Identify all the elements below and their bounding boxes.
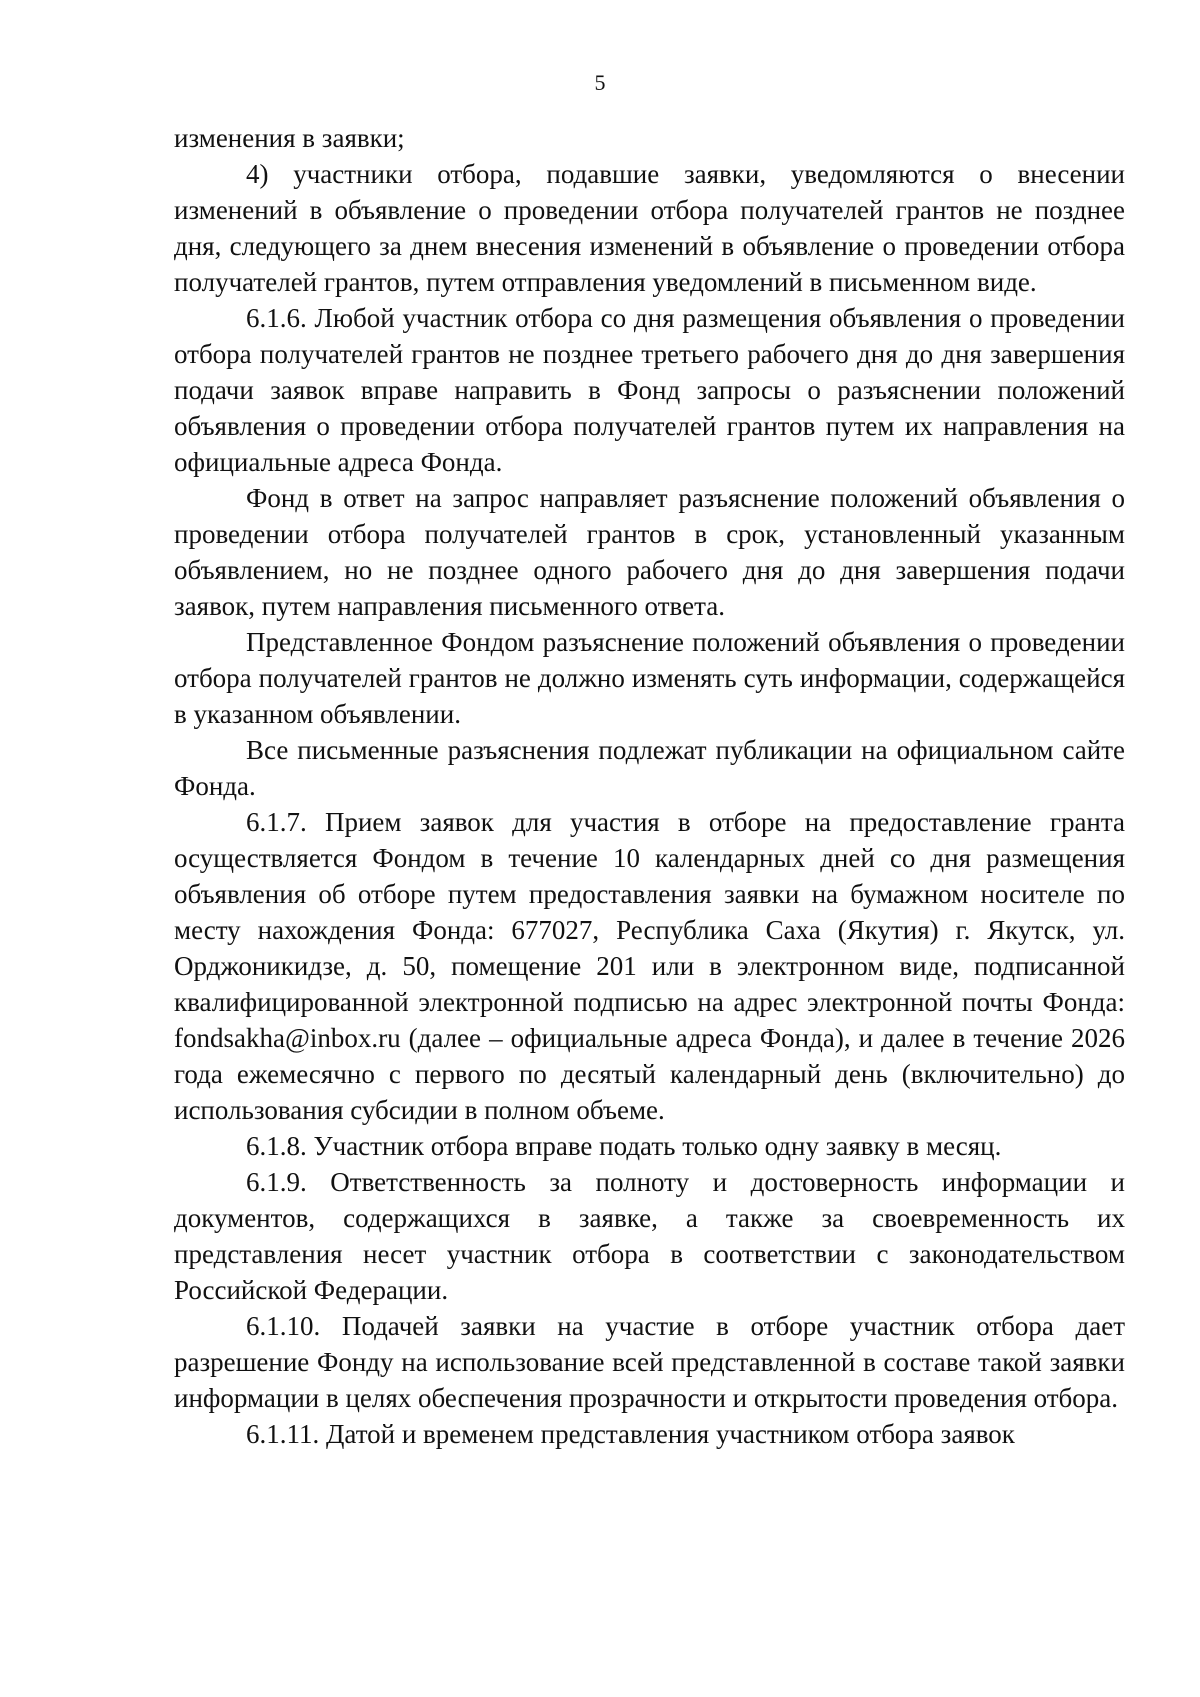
paragraph-6-1-6: 6.1.6. Любой участник отбора со дня размещения объявления о проведении отбора получателей грантов не позднее третьего рабочего дня до дня завершения подачи заявок вправе направить в Фонд запросы о разъяснении положений объявления о проведении отбора получателей грантов путем их направления на официальные адреса Фонда. (174, 303, 1125, 477)
paragraph-6-1-7: 6.1.7. Прием заявок для участия в отборе на предоставление гранта осуществляется Фондом в течение 10 календарных дней со дня размещения объявления об отборе путем предоставления заявки на бумажном носителе по месту нахождения Фонда: 677027, Республика Саха (Якутия) г. Якутск, ул. Орджоникидзе, д. 50, помещение 201 или в электронном виде, подписанной квалифицированной электронной подписью на адрес электронной почты Фонда: fondsakha@inbox.ru (далее – официальные адреса Фонда), и далее в течение 2026 года ежемесячно с первого по десятый календарный день (включительно) до использования субсидии в полном объеме. (174, 807, 1125, 1125)
document-body (174, 120, 1125, 1452)
paragraph-6-1-8: 6.1.8. Участник отбора вправе подать только одну заявку в месяц. (246, 1131, 1002, 1161)
paragraph-item-4: 4) участники отбора, подавшие заявки, уведомляются о внесении изменений в объявление о проведении отбора получателей грантов не позднее дня, следующего за днем внесения изменений в объявление о проведении отбора получателей грантов, путем отправления уведомлений в письменном виде. (174, 159, 1125, 297)
paragraph-6-1-9: 6.1.9. Ответственность за полноту и достоверность информации и документов, содержащихся в заявке, а также за своевременность их представления несет участник отбора в соответствии с законодательством Российской Федерации. (174, 1167, 1125, 1305)
paragraph-continuation: изменения в заявки; (174, 123, 405, 153)
paragraph-publication: Все письменные разъяснения подлежат публикации на официальном сайте Фонда. (174, 735, 1125, 801)
paragraph-clarification-scope: Представленное Фондом разъяснение положений объявления о проведении отбора получателей грантов не должно изменять суть информации, содержащейся в указанном объявлении. (174, 627, 1125, 729)
page-number: 5 (594, 70, 606, 95)
paragraph-6-1-10: 6.1.10. Подачей заявки на участие в отборе участник отбора дает разрешение Фонду на использование всей представленной в составе такой заявки информации в целях обеспечения прозрачности и открытости проведения отбора. (174, 1311, 1125, 1413)
paragraph-fund-response: Фонд в ответ на запрос направляет разъяснение положений объявления о проведении отбора получателей грантов в срок, установленный указанным объявлением, но не позднее одного рабочего дня до дня завершения подачи заявок, путем направления письменного ответа. (174, 483, 1125, 621)
paragraph-6-1-11: 6.1.11. Датой и временем представления участником отбора заявок (246, 1419, 1015, 1449)
